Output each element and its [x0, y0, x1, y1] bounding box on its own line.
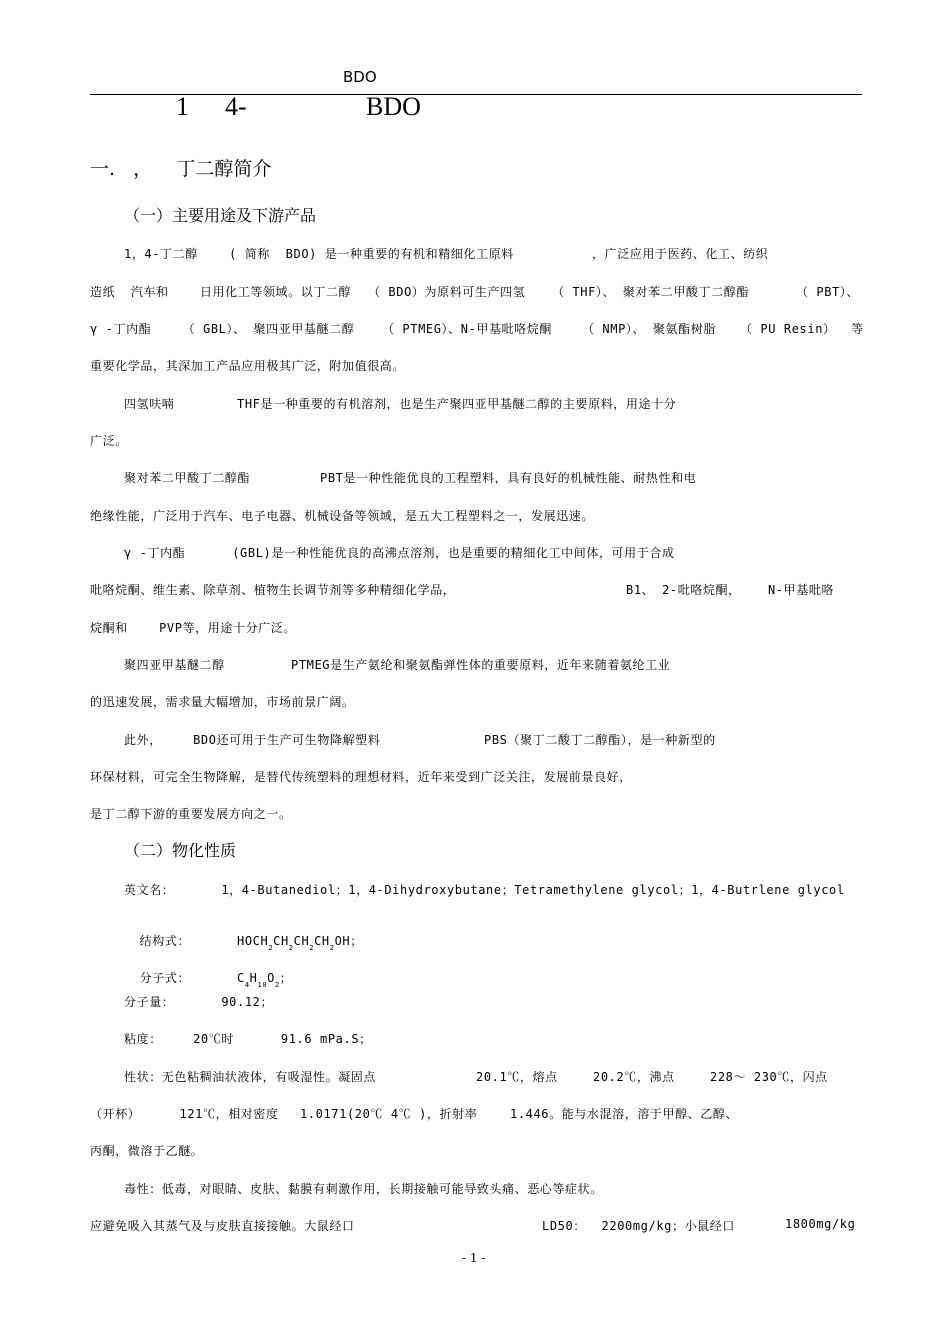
- body-line: 应避免吸入其蒸气及与皮肤直接接触。大鼠经口: [90, 1219, 355, 1233]
- property-boiling-point: 228～ 230℃，闪点: [710, 1070, 828, 1084]
- body-line: （ BDO）为原料可生产四氢: [368, 285, 526, 299]
- body-line: 重要化学品，其深加工产品应用极其广泛，附加值很高。: [90, 359, 406, 373]
- body-line: 环保材料，可完全生物降解，是替代传统塑料的理想材料，近年来受到广泛关注，发展前景良好，: [90, 770, 632, 784]
- doc-title-bdo: BDO: [366, 92, 421, 121]
- body-line: ，广泛应用于医药、化工、纺织: [592, 247, 769, 261]
- body-line: 造纸 汽车和 日用化工等领域。以丁二醇: [90, 285, 352, 299]
- property-freezing-point: 20.1℃，熔点: [476, 1070, 558, 1084]
- property-english-name: 英文名： 1，4-Butanediol；1，4-Dihydroxybutane；Tetramethylene glycol；1，4-Butrlene glycol: [124, 883, 845, 897]
- body-line: （ NMP）、 聚氨酯树脂: [582, 322, 716, 336]
- property-structure: 结构式： $HOCH_2CH_2CH_2CH_2OH$；: [139, 934, 363, 952]
- subsection-heading-properties: （二）物化性质: [124, 841, 237, 860]
- body-line: 四氢呋喃 THF是一种重要的有机溶剂，也是生产聚四亚甲基醚二醇的主要原料，用途十分: [124, 397, 677, 411]
- property-toxicity: 毒性：低毒，对眼睛、皮肤、黏膜有刺激作用，长期接触可能导致头痛、恶心等症状。: [124, 1182, 603, 1196]
- body-line: 的迅速发展，需求量大幅增加，市场前景广阔。: [90, 695, 355, 709]
- property-ld50-mouse: 1800mg/kg: [785, 1217, 856, 1231]
- body-line: 聚四亚甲基醚二醇: [124, 658, 225, 672]
- property-ld50-rat: LD50： 2200mg/kg；小鼠经口: [542, 1219, 735, 1233]
- property-appearance: 性状：无色粘稠油状液体，有吸湿性。凝固点: [124, 1070, 377, 1084]
- body-line: γ -丁内酯 (GBL)是一种性能优良的高沸点溶剂，也是重要的精细化工中间体，可用于合成: [124, 546, 675, 560]
- body-line: （ THF）、 聚对苯二甲酸丁二醇酯: [552, 285, 749, 299]
- body-line: 此外， BDO还可用于生产可生物降解塑料: [124, 733, 381, 747]
- body-line: γ -丁内酯 （ GBL）、 聚四亚甲基醚二醇: [90, 322, 355, 336]
- body-line: （ PU Resin） 等: [740, 322, 864, 336]
- doc-title-prefix: 4-: [225, 92, 247, 121]
- property-density: 1.0171(20℃ 4℃ )，折射率: [300, 1107, 478, 1121]
- property-molecular-weight: 分子量： 90.12；: [124, 995, 274, 1009]
- body-line: 烷酮和 PVP等，用途十分广泛。: [90, 621, 296, 635]
- body-line: 广泛。: [90, 434, 128, 448]
- body-line: PBS（聚丁二酸丁二醇酯），是一种新型的: [484, 733, 716, 747]
- doc-title-number: 1: [176, 92, 189, 121]
- body-line: PBT是一种性能优良的工程塑料，具有良好的机械性能、耐热性和电: [320, 471, 697, 485]
- page-number: - 1 -: [462, 1251, 486, 1265]
- body-line: PTMEG是生产氨纶和聚氨酯弹性体的重要原料，近年来随着氨纶工业: [291, 658, 671, 672]
- body-line: 吡咯烷酮、维生素、除草剂、植物生长调节剂等多种精细化学品，: [90, 583, 456, 597]
- property-flash-point: （开杯） 121℃，相对密度: [90, 1107, 279, 1121]
- body-line: N-甲基吡咯: [768, 583, 835, 597]
- body-line: 1，4-丁二醇 ( 简称 BDO) 是一种重要的有机和精细化工原料: [124, 247, 514, 261]
- property-viscosity: 粘度： 20℃时 91.6 mPa.S；: [124, 1032, 372, 1046]
- running-header: BDO: [343, 68, 377, 86]
- body-line: （ PBT）、: [796, 285, 860, 299]
- subsection-heading-uses: （一）主要用途及下游产品: [124, 206, 317, 225]
- body-line: 绝缘性能，广泛用于汽车、电子电器、机械设备等领域，是五大工程塑料之一，发展迅速。: [90, 509, 595, 523]
- body-line: B1、 2-吡咯烷酮，: [626, 583, 741, 597]
- body-line: （ PTMEG）、N-甲基吡咯烷酮: [382, 322, 552, 336]
- property-solubility: 丙酮，微溶于乙醚。: [90, 1144, 204, 1158]
- section-heading: 一. ， 丁二醇简介: [90, 158, 272, 180]
- property-refractive-index: 1.446。能与水混溶，溶于甲醇、乙醇、: [510, 1107, 739, 1121]
- property-melting-point: 20.2℃，沸点: [593, 1070, 675, 1084]
- header-rule: [90, 94, 862, 95]
- body-line: 聚对苯二甲酸丁二醇酯: [124, 471, 251, 485]
- body-line: 是丁二醇下游的重要发展方向之一。: [90, 807, 292, 821]
- property-formula: 分子式： $C_4H_{10}O_2$；: [139, 971, 293, 989]
